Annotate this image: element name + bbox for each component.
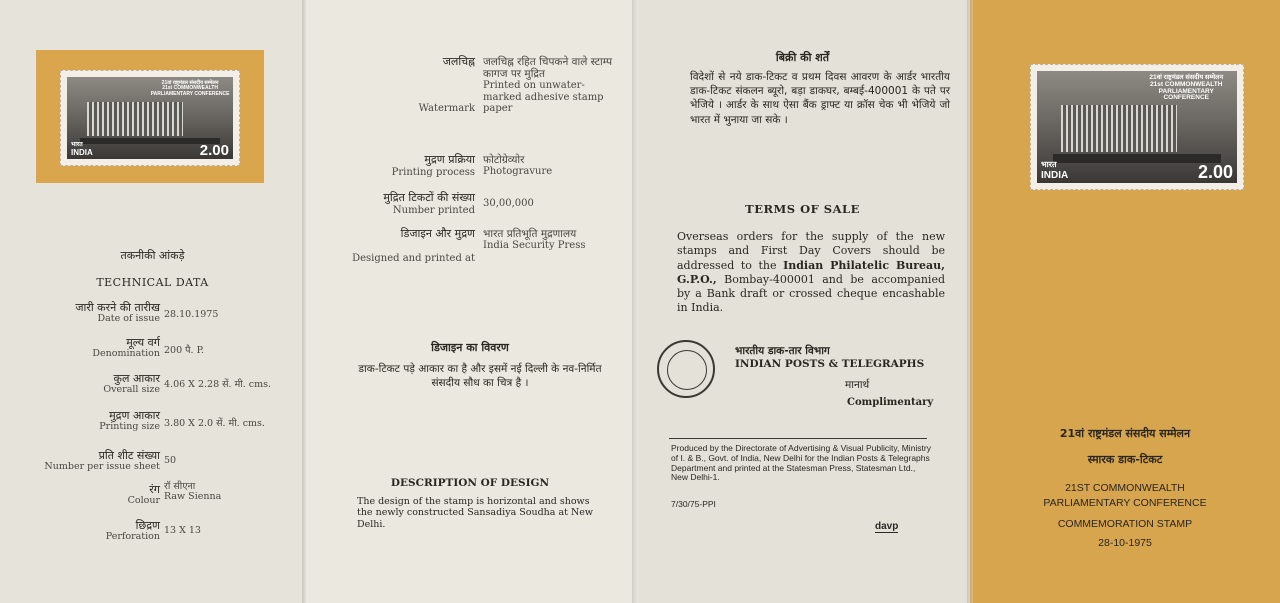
- stamp-country: भारत INDIA: [71, 142, 93, 157]
- stamp-caption-hi: 21वां राष्ट्रमंडल संसदीय सम्मेलन: [161, 80, 219, 86]
- cover-stamp-caption-en: 21st COMMONWEALTH PARLIAMENTARY CONFERENCE: [1150, 80, 1223, 102]
- panel-terms-of-sale: [635, 0, 970, 603]
- complimentary-hi: मानार्थ: [845, 379, 870, 391]
- terms-heading: TERMS OF SALE: [745, 202, 860, 216]
- terms-text-hi: विदेशों से नये डाक-टिकट व प्रथम दिवस आवरण के आर्डर भारतीय डाक-टिकट संकलन ब्यूरो, बड़ा डाकघर, बम्बई-400001 के पते पर भेजिये । आर्डर के साथ ऐसा बैंक ड्राफ्ट या क्रॉस चेक भी भेजिये जो भारत में भुनाया जा सके ।: [690, 71, 950, 126]
- posts-telegraphs-emblem-icon: [657, 340, 715, 398]
- panel-cover: [970, 0, 1280, 603]
- davp-logo: davp: [875, 521, 899, 532]
- panel-production: जलचिह्न Watermark जलचिह्न रहित चिपकने वाले स्टाम्प कागज पर मुद्रित Printed on unwater-marked adhesive stamp paper मुद्रण प्रक्रिया Printing process फोटोग्रेव्योर Photogravure मुद्रित टिकटों की संख्या Number printed 30,00,000 डिजाइन और मुद्रण Designed and printed at भारत प्रतिभूति मुद्रणालय India Security Press डिजाइन का विवरण डाक-टिकट पड़े आकार का है और इसमें नई दिल्ली के नव-निर्मित संसदीय सौध का चित्र है । DESCRIPTION OF DESIGN The design of the stamp is horizontal and shows the newly constructed Sansadiya Soudha at New Delhi.: [305, 0, 635, 603]
- cover-date: 28-10-1975: [1098, 537, 1152, 549]
- credits-text: Produced by the Directorate of Advertising & Visual Publicity, Ministry of I. & B., Govt. of India, New Delhi for the Indian Posts & Telegraphs Department and printed at the Statesman Press, Statesman Ltd., New Delhi-1.: [671, 443, 931, 483]
- cover-title-line2: PARLIAMENTARY CONFERENCE: [1043, 497, 1207, 509]
- complimentary: Complimentary: [847, 397, 934, 408]
- issuer-name-hi: भारतीय डाक-तार विभाग: [735, 345, 830, 357]
- cover-stamp-country: भारत INDIA: [1041, 160, 1069, 181]
- technical-heading: TECHNICAL DATA: [96, 276, 209, 289]
- design-heading-hi: डिजाइन का विवरण: [431, 341, 509, 354]
- panel-technical-data: 21वां राष्ट्रमंडल संसदीय सम्मेलन 21st COMMONWEALTH PARLIAMENTARY CONFERENCE भारत INDIA 2.00 तकनीकी आंकड़े TECHNICAL DATA जारी करने की तारीख Date of issue 28.10.1975 मूल्य वर्ग Denomination 200 पै. P. कुल आकार Overall size 4.06 X 2.28 सें. मी. cms. मुद्रण आकार Printing size 3.80 X 2.0 सें. मी. cms. प्रति शीट संख्या Number per issue sheet 50 रंग Colour रॉ सीएना Raw Sienna छिद्रण Perforation 13 X 13: [0, 0, 305, 603]
- cover-title-line1: 21ST COMMONWEALTH: [1065, 482, 1185, 494]
- stamp-caption-en: 21st COMMONWEALTH PARLIAMENTARY CONFERENCE: [150, 85, 230, 97]
- credits-code: 7/30/75-PPI: [671, 499, 716, 509]
- fold-line: [302, 0, 308, 603]
- cover-title-hi: 21वां राष्ट्रमंडल संसदीय सम्मेलन: [1059, 427, 1191, 440]
- technical-heading-hi: तकनीकी आंकड़े: [120, 249, 185, 262]
- fold-line: [967, 0, 973, 603]
- design-heading: DESCRIPTION OF DESIGN: [390, 477, 550, 489]
- stamp-value: 2.00: [199, 142, 229, 159]
- design-text-hi: डाक-टिकट पड़े आकार का है और इसमें नई दिल्ली के नव-निर्मित संसदीय सौध का चित्र है ।: [358, 363, 602, 390]
- stamp-frame: [36, 50, 264, 183]
- stamp-image: [60, 70, 240, 166]
- design-text: The design of the stamp is horizontal and shows the newly constructed Sansadiya Soudha at New Delhi.: [357, 496, 594, 530]
- cover-stamp-image: [1030, 64, 1244, 190]
- terms-text: Overseas orders for the supply of the new stamps and First Day Covers should be addressed to the Indian Philatelic Bureau, G.P.O., Bombay-400001 and be accompanied by a Bank draft or crossed cheque encashable in India.: [677, 230, 946, 315]
- terms-heading-hi: बिक्री की शर्तें: [775, 51, 830, 64]
- credits-divider: [669, 438, 927, 439]
- cover-stamp-caption-hi: 21वां राष्ट्रमंडल संसदीय सम्मेलन: [1149, 74, 1224, 81]
- cover-stamp-value: 2.00: [1197, 162, 1233, 182]
- cover-subtitle: COMMEMORATION STAMP: [1057, 518, 1193, 530]
- issuer-name: INDIAN POSTS & TELEGRAPHS: [735, 358, 925, 370]
- fold-line: [632, 0, 638, 603]
- cover-subtitle-hi: स्मारक डाक-टिकट: [1087, 453, 1163, 466]
